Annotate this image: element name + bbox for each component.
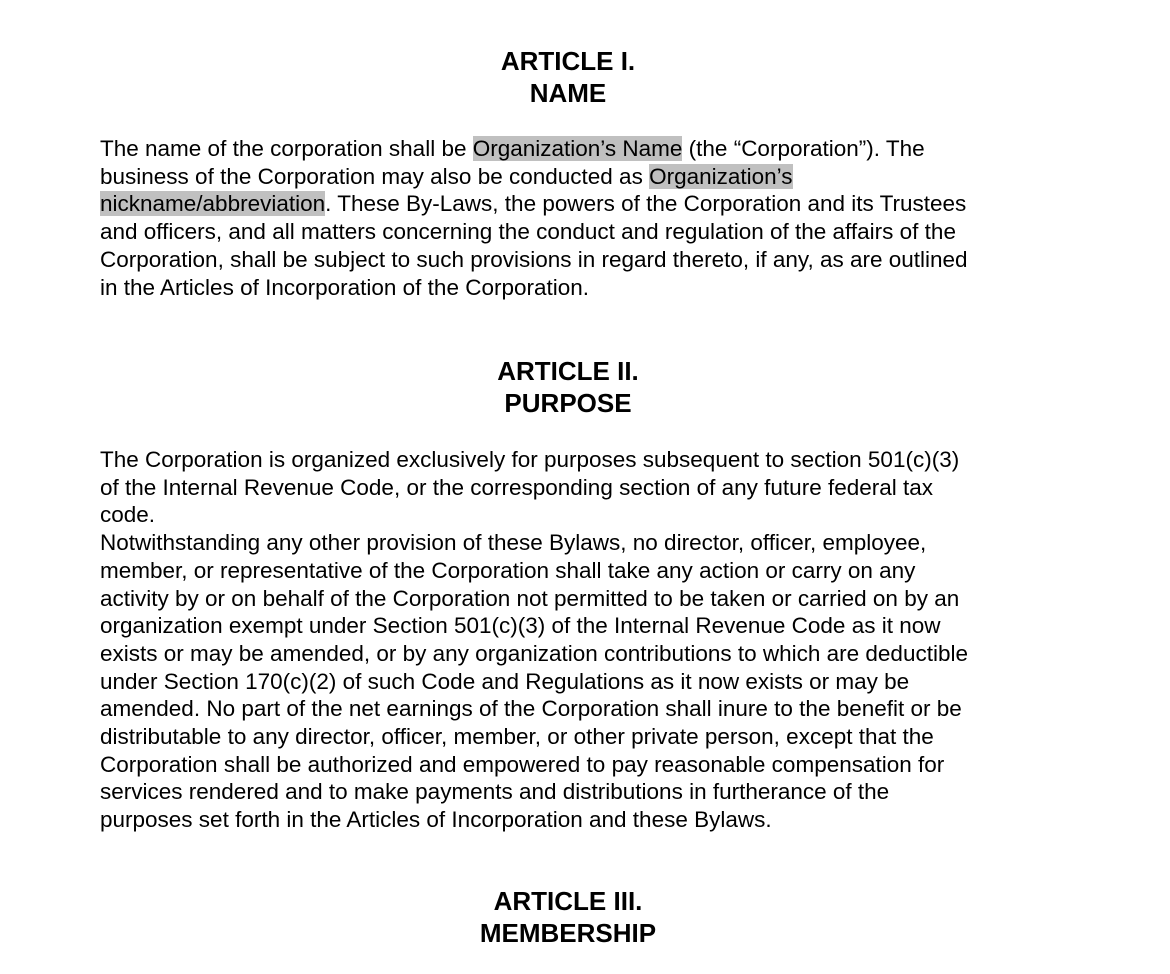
paragraph-line: organization exempt under Section 501(c)(3) of the Internal Revenue Code as it now [100, 613, 941, 639]
paragraph-line: in the Articles of Incorporation of the Corporation. [100, 274, 590, 300]
article-paragraph [100, 135, 968, 301]
article-heading [100, 355, 1036, 419]
placeholder-field[interactable]: nickname/abbreviation [100, 191, 326, 217]
paragraph-line: activity by or on behalf of the Corporation not permitted to be taken or carried on by an [100, 585, 960, 611]
paragraph-line: Corporation, shall be subject to such provisions in regard thereto, if any, as are outlined [100, 246, 968, 272]
paragraph-line: Notwithstanding any other provision of these Bylaws, no director, officer, employee, [100, 530, 927, 556]
paragraph-line: and officers, and all matters concerning the conduct and regulation of the affairs of the [100, 219, 956, 245]
article-heading [100, 885, 1036, 949]
paragraph-line [100, 135, 968, 163]
paragraph-line: under Section 170(c)(2) of such Code and Regulations as it now exists or may be [100, 668, 910, 694]
article-number: ARTICLE I. [500, 46, 636, 76]
paragraph-line: amended. No part of the net earnings of the Corporation shall inure to the benefit or be [100, 696, 962, 722]
article-number: ARTICLE II. [497, 356, 639, 386]
article-number: ARTICLE III. [493, 886, 643, 916]
placeholder-field[interactable]: Organization’s Name [472, 136, 683, 161]
text-run: (the “Corporation”). The [682, 136, 925, 161]
paragraph-line: distributable to any director, officer, member, or other private person, except that the [100, 724, 934, 750]
paragraph-line [100, 190, 968, 218]
paragraph-line: services rendered and to make payments and distributions in furtherance of the [100, 779, 890, 805]
text-run: The name of the corporation shall be [100, 136, 473, 161]
paragraph-line: The Corporation is organized exclusively for purposes subsequent to section 501(c)(3) [100, 447, 960, 472]
paragraph-line: Corporation shall be authorized and empowered to pay reasonable compensation for [100, 751, 945, 777]
article-paragraph [100, 446, 968, 834]
paragraph-line: purposes set forth in the Articles of Incorporation and these Bylaws. [100, 807, 772, 833]
article-title: MEMBERSHIP [479, 918, 657, 948]
paragraph-line [100, 163, 968, 191]
article-heading [100, 45, 1036, 109]
paragraph-line: of the Internal Revenue Code, or the corresponding section of any future federal tax [100, 474, 934, 500]
paragraph-line: code. [100, 502, 156, 528]
article-title: NAME [529, 78, 607, 108]
paragraph-line: member, or representative of the Corporation shall take any action or carry on any [100, 557, 916, 583]
article-title: PURPOSE [504, 388, 632, 418]
paragraph-line: exists or may be amended, or by any organization contributions to which are deductible [100, 640, 968, 666]
placeholder-field[interactable]: Organization’s [649, 163, 793, 189]
text-run: . These By-Laws, the powers of the Corporation and its Trustees [325, 191, 967, 217]
text-run: business of the Corporation may also be conducted as [100, 163, 650, 189]
